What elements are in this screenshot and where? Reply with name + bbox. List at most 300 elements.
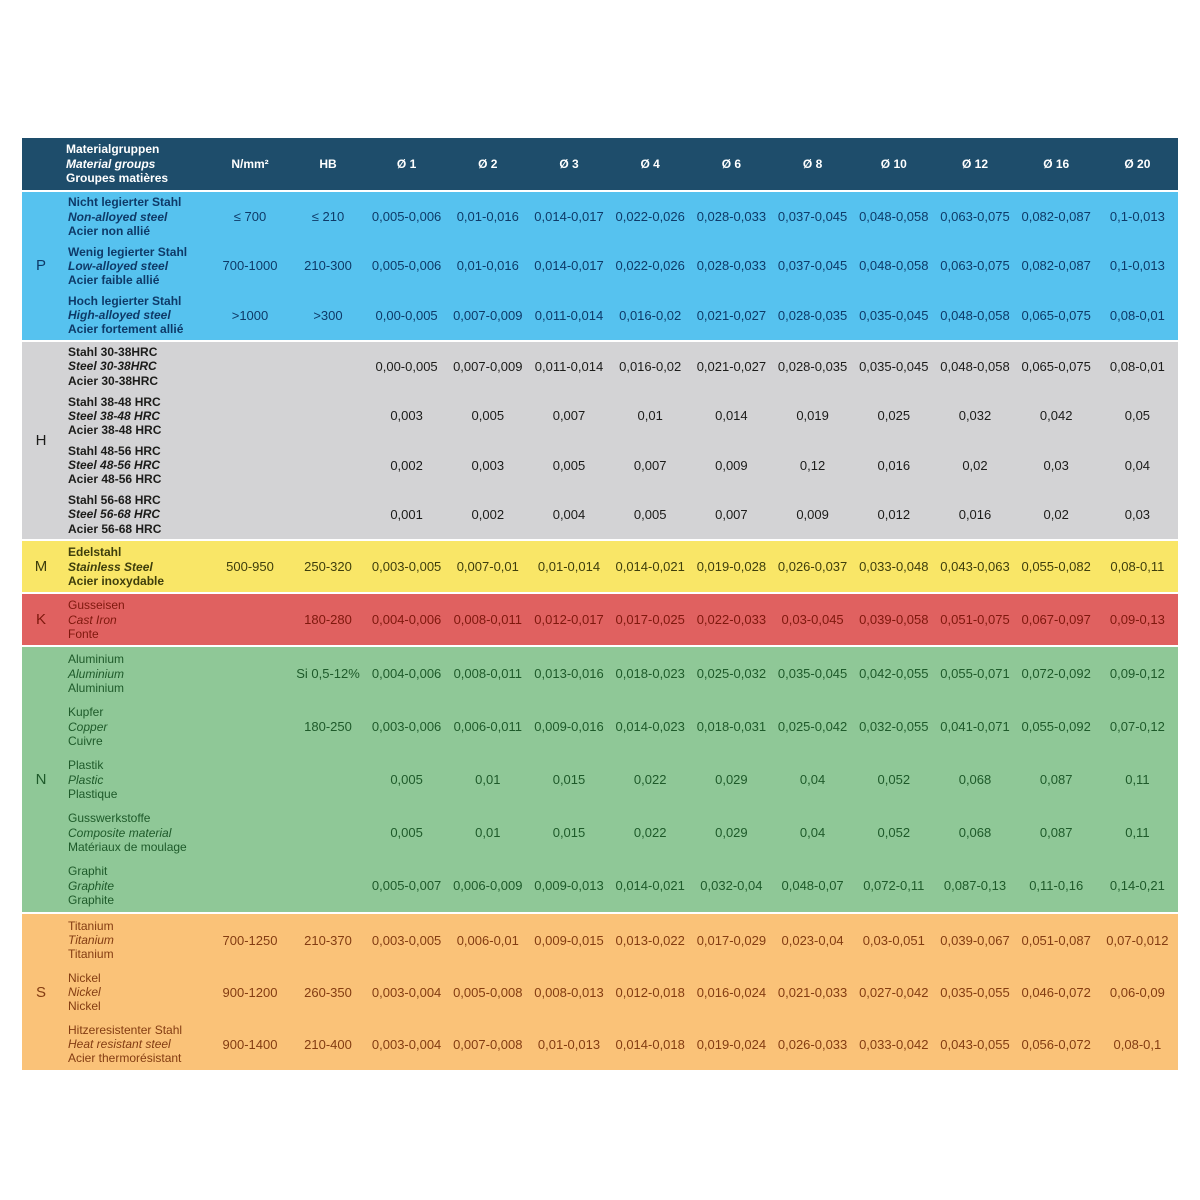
cell-value: 0,052 (877, 825, 911, 841)
material-name-de: Hitzeresistenter Stahl (68, 1022, 183, 1037)
material-name (60, 545, 210, 587)
material-name-fr: Graphite (68, 892, 115, 907)
table-row (60, 440, 1178, 489)
cell-value: 0,003-0,004 (371, 1036, 442, 1052)
column-header-diameter: Ø 6 (721, 157, 742, 171)
column-header-nmm: N/mm² (231, 157, 269, 171)
cell-value: 0,03 (1124, 506, 1151, 522)
cell-value: 0,022 (633, 772, 667, 788)
cell-value: 0,04 (1124, 457, 1151, 473)
cell-value: 0,026-0,033 (777, 1036, 848, 1052)
material-name-fr: Nickel (68, 999, 101, 1014)
material-name-en: Graphite (68, 878, 115, 893)
table-row (60, 241, 1178, 290)
column-header-diameter: Ø 1 (396, 157, 417, 171)
cell-value: 0,014-0,017 (534, 209, 604, 225)
material-name (60, 971, 210, 1013)
cell-value: 0,043-0,055 (940, 1036, 1010, 1052)
column-header-diameter: Ø 12 (961, 157, 988, 171)
section-rows (60, 541, 1178, 592)
cell-value: 0,005-0,008 (453, 984, 523, 1000)
cell-nmm: 700-1000 (222, 258, 278, 274)
cell-value: 0,028-0,033 (696, 209, 767, 225)
cell-value: 0,01 (475, 825, 501, 841)
cell-value: 0,009-0,013 (534, 878, 604, 894)
cell-value: 0,037-0,045 (777, 209, 848, 225)
cell-value: 0,02 (1043, 506, 1069, 522)
material-name (60, 652, 210, 694)
cell-value: 0,051-0,087 (1021, 932, 1091, 948)
table-row (60, 192, 1178, 241)
cell-value: 0,007 (715, 506, 748, 522)
cell-value: 0,035-0,045 (859, 359, 929, 375)
material-name-en: Steel 30-38HRC (68, 359, 157, 374)
material-name-fr: Fonte (68, 626, 99, 641)
cell-value: 0,042-0,055 (859, 666, 929, 682)
cell-value: 0,06-0,09 (1109, 984, 1165, 1000)
cell-value: 0,012-0,018 (615, 984, 685, 1000)
cell-value: 0,025 (877, 408, 911, 424)
cell-value: 0,002 (471, 506, 505, 522)
cell-value: 0,003 (390, 408, 423, 424)
cell-hb: 210-400 (304, 1036, 352, 1052)
cell-value: 0,01-0,016 (456, 258, 519, 274)
material-section (22, 645, 1178, 912)
cell-value: 0,01-0,014 (537, 559, 601, 575)
material-name-fr: Acier 30-38HRC (68, 373, 159, 388)
cell-value: 0,025-0,032 (696, 666, 767, 682)
material-section (22, 539, 1178, 592)
material-name-en: Nickel (68, 985, 101, 999)
cell-value: 0,008-0,013 (534, 984, 604, 1000)
cell-value: 0,005 (633, 506, 667, 522)
cell-value: 0,046-0,072 (1021, 984, 1091, 1000)
material-name-en: Steel 38-48 HRC (68, 408, 161, 423)
cell-value: 0,017-0,025 (615, 612, 685, 628)
cell-value: 0,004 (552, 506, 586, 522)
cell-value: 0,032-0,04 (700, 878, 763, 894)
cell-value: 0,014-0,021 (615, 559, 685, 575)
section-rows (60, 914, 1178, 1070)
material-section (22, 340, 1178, 539)
cell-hb: 180-280 (304, 612, 352, 628)
cell-value: 0,07-0,12 (1109, 719, 1165, 735)
cell-hb: 250-320 (304, 559, 352, 575)
material-name (60, 345, 210, 387)
cell-value: 0,003-0,006 (371, 719, 442, 735)
cell-value: 0,11 (1125, 825, 1150, 841)
material-name-fr: Acier faible allié (68, 273, 160, 288)
cell-hb: 260-350 (304, 984, 352, 1000)
cell-value: 0,017-0,029 (696, 932, 767, 948)
column-header-diameter: Ø 3 (559, 157, 579, 171)
cell-value: 0,063-0,075 (940, 258, 1010, 274)
cell-value: 0,004-0,006 (371, 666, 442, 682)
material-name-fr: Acier inoxydable (68, 573, 165, 588)
cell-value: 0,014-0,017 (534, 258, 604, 274)
cell-value: 0,087 (1039, 825, 1073, 841)
cell-value: 0,012 (877, 506, 911, 522)
cell-value: 0,055-0,082 (1021, 559, 1091, 575)
material-name-de: Plastik (68, 758, 104, 773)
cell-nmm: 900-1400 (222, 1036, 278, 1052)
cell-value: 0,021-0,027 (696, 307, 767, 323)
material-section (22, 190, 1178, 340)
cell-value: 0,055-0,092 (1021, 719, 1091, 735)
cell-value: 0,005 (390, 772, 423, 788)
material-name-en: Composite material (68, 825, 172, 840)
cell-nmm: >1000 (231, 307, 269, 323)
material-name-fr: Cuivre (68, 733, 103, 748)
material-name-de: Gusseisen (68, 598, 125, 613)
table-row (60, 859, 1178, 912)
cell-value: 0,033-0,048 (859, 559, 929, 575)
column-header-diameter: Ø 8 (802, 157, 823, 171)
cell-value: 0,033-0,042 (859, 1036, 929, 1052)
material-name-en: Cast Iron (68, 612, 117, 627)
cell-nmm: ≤ 700 (233, 209, 267, 225)
cell-value: 0,022-0,026 (615, 209, 685, 225)
cell-value: 0,022-0,026 (615, 258, 685, 274)
cell-value: 0,04 (799, 772, 826, 788)
cell-value: 0,016 (958, 506, 992, 522)
material-name (60, 195, 210, 237)
material-section (22, 592, 1178, 645)
cell-value: 0,012-0,017 (534, 612, 604, 628)
cell-value: 0,029 (715, 772, 748, 788)
material-name-de: Hoch legierter Stahl (68, 294, 182, 308)
material-name (60, 705, 210, 747)
cell-value: 0,007-0,009 (453, 307, 523, 323)
cell-value: 0,055-0,071 (940, 666, 1010, 682)
material-name-fr: Matériaux de moulage (68, 839, 187, 854)
cell-value: 0,08-0,01 (1109, 359, 1165, 375)
cell-value: 0,11 (1125, 772, 1150, 788)
cell-value: 0,009 (796, 506, 829, 522)
cell-value: 0,07-0,012 (1106, 932, 1169, 948)
material-name (60, 444, 210, 486)
table-row (60, 541, 1178, 592)
cell-value: 0,018-0,023 (615, 666, 685, 682)
cell-value: 0,014-0,018 (615, 1036, 685, 1052)
cell-value: 0,032-0,055 (859, 719, 929, 735)
material-name-en: Heat resistant steel (68, 1037, 171, 1051)
cell-value: 0,027-0,042 (859, 984, 929, 1000)
material-name-de: Gusswerkstoffe (68, 811, 151, 826)
column-header-diameter: Ø 20 (1124, 157, 1151, 171)
section-rows (60, 594, 1178, 645)
table-header (22, 138, 1178, 190)
cell-value: 0,1-0,013 (1109, 258, 1165, 274)
cell-value: 0,016-0,024 (696, 984, 767, 1000)
cell-hb: >300 (313, 307, 343, 323)
cell-value: 0,048-0,058 (859, 258, 929, 274)
material-name (60, 598, 210, 640)
table-row (60, 647, 1178, 700)
cell-value: 0,039-0,058 (859, 612, 929, 628)
material-name-fr: Plastique (68, 786, 118, 801)
cell-value: 0,09-0,13 (1109, 612, 1165, 628)
cell-value: 0,028-0,035 (777, 307, 848, 323)
column-header-diameter: Ø 4 (640, 157, 660, 171)
cell-value: 0,013-0,016 (534, 666, 604, 682)
group-letter: H (35, 431, 47, 449)
cell-value: 0,005-0,006 (371, 209, 442, 225)
cell-value: 0,09-0,12 (1109, 666, 1165, 682)
cell-value: 0,082-0,087 (1021, 258, 1091, 274)
material-name-de: Wenig legierter Stahl (68, 244, 188, 259)
cell-value: 0,023-0,04 (781, 932, 844, 948)
material-name-de: Stahl 56-68 HRC (68, 493, 161, 508)
cell-value: 0,063-0,075 (940, 209, 1010, 225)
cell-value: 0,048-0,058 (940, 307, 1010, 323)
cell-value: 0,028-0,035 (777, 359, 848, 375)
cell-value: 0,013-0,022 (615, 932, 685, 948)
cell-value: 0,072-0,092 (1021, 666, 1091, 682)
cell-value: 0,006-0,009 (453, 878, 523, 894)
table-row (60, 291, 1178, 340)
cell-value: 0,08-0,11 (1110, 559, 1165, 575)
cell-value: 0,016-0,02 (619, 307, 682, 323)
cell-value: 0,011-0,014 (534, 307, 604, 323)
material-name-fr: Acier 48-56 HRC (68, 472, 162, 487)
material-name (60, 864, 210, 906)
cell-value: 0,005 (552, 457, 586, 473)
material-name (60, 245, 210, 287)
cell-value: 0,048-0,058 (859, 209, 929, 225)
cell-value: 0,019-0,024 (696, 1036, 767, 1052)
cell-value: 0,026-0,037 (777, 559, 848, 575)
cell-value: 0,042 (1039, 408, 1073, 424)
material-name-de: Stahl 48-56 HRC (68, 443, 161, 458)
material-name-fr: Acier fortement allié (68, 322, 184, 337)
material-name (60, 1023, 210, 1065)
cell-value: 0,087-0,13 (943, 878, 1007, 894)
material-name-en: Non-alloyed steel (68, 209, 168, 224)
cell-value: 0,004-0,006 (371, 612, 442, 628)
column-header-hb: HB (319, 157, 337, 171)
cell-value: 0,01 (637, 408, 663, 424)
cell-value: 0,082-0,087 (1021, 209, 1091, 225)
section-rows (60, 342, 1178, 539)
cell-value: 0,003-0,005 (371, 932, 442, 948)
group-letter: K (35, 611, 46, 629)
material-name-en: Plastic (68, 772, 104, 787)
cell-value: 0,019-0,028 (696, 559, 767, 575)
cell-value: 0,01-0,013 (537, 1036, 601, 1052)
material-name-fr: Titanium (68, 947, 114, 962)
cell-value: 0,029 (715, 825, 748, 841)
cell-value: 0,007 (552, 408, 586, 424)
cell-value: 0,016 (877, 457, 911, 473)
cell-value: 0,03 (1043, 457, 1069, 473)
material-name-de: Nicht legierter Stahl (68, 195, 182, 210)
cell-value: 0,037-0,045 (777, 258, 848, 274)
material-name-en: High-alloyed steel (68, 308, 171, 323)
cell-value: 0,022 (633, 825, 667, 841)
cell-value: 0,006-0,01 (456, 932, 519, 948)
table-row (60, 391, 1178, 440)
table-row (60, 753, 1178, 806)
cell-value: 0,008-0,011 (453, 612, 522, 628)
cell-value: 0,015 (552, 772, 586, 788)
cell-value: 0,007-0,008 (453, 1036, 523, 1052)
cell-value: 0,009-0,016 (534, 719, 604, 735)
cell-value: 0,01 (475, 772, 501, 788)
material-name (60, 395, 210, 437)
cell-value: 0,001 (390, 506, 423, 522)
cell-value: 0,006-0,011 (453, 719, 522, 735)
cell-value: 0,00-0,005 (375, 359, 438, 375)
group-letter: S (35, 983, 46, 1001)
group-letter: P (35, 257, 46, 275)
cell-value: 0,12 (799, 457, 826, 473)
cell-value: 0,08-0,01 (1109, 307, 1165, 323)
cell-value: 0,039-0,067 (940, 932, 1010, 948)
cell-value: 0,052 (877, 772, 911, 788)
cell-value: 0,056-0,072 (1021, 1036, 1091, 1052)
material-name-de: Graphit (68, 864, 108, 879)
cell-value: 0,051-0,075 (940, 612, 1010, 628)
cell-value: 0,067-0,097 (1021, 612, 1091, 628)
cell-nmm: 700-1250 (222, 932, 278, 948)
cell-value: 0,01-0,016 (456, 209, 519, 225)
cell-value: 0,005-0,006 (371, 258, 442, 274)
cell-value: 0,035-0,045 (859, 307, 929, 323)
cell-value: 0,043-0,063 (940, 559, 1010, 575)
header-title-fr: Groupes matières (66, 171, 169, 186)
cell-value: 0,002 (390, 457, 423, 473)
cell-value: 0,003 (471, 457, 505, 473)
cell-nmm: 900-1200 (222, 984, 278, 1000)
column-header-diameter: Ø 16 (1043, 157, 1070, 171)
cell-value: 0,005 (390, 825, 423, 841)
material-groups-header (22, 142, 210, 186)
cell-value: 0,041-0,071 (940, 719, 1010, 735)
cell-value: 0,007-0,009 (453, 359, 523, 375)
cell-value: 0,005-0,007 (371, 878, 442, 894)
header-title-en: Material groups (66, 156, 156, 171)
header-title-de: Materialgruppen (66, 142, 160, 157)
cell-value: 0,1-0,013 (1109, 209, 1165, 225)
cell-value: 0,032 (958, 408, 992, 424)
material-name-en: Stainless Steel (68, 559, 153, 574)
table-row (60, 914, 1178, 966)
cell-value: 0,007 (633, 457, 667, 473)
material-name (60, 294, 210, 336)
cell-value: 0,003-0,004 (371, 984, 442, 1000)
material-name-de: Edelstahl (68, 545, 122, 560)
table-row (60, 490, 1178, 539)
table-row (60, 966, 1178, 1018)
material-name-fr: Acier 56-68 HRC (68, 521, 162, 536)
material-name-en: Copper (68, 719, 108, 734)
cell-value: 0,035-0,055 (940, 984, 1010, 1000)
group-letter: M (34, 558, 48, 576)
material-name-en: Steel 56-68 HRC (68, 507, 161, 522)
cell-value: 0,019 (796, 408, 829, 424)
cell-value: 0,03-0,045 (781, 612, 844, 628)
cell-value: 0,068 (958, 772, 992, 788)
column-header-diameter: Ø 10 (880, 157, 907, 171)
cell-value: 0,087 (1039, 772, 1073, 788)
cell-value: 0,04 (799, 825, 826, 841)
material-name (60, 919, 210, 961)
material-name (60, 493, 210, 535)
cell-value: 0,05 (1124, 408, 1151, 424)
cell-hb: ≤ 210 (311, 209, 345, 225)
cell-value: 0,011-0,014 (534, 359, 604, 375)
cell-value: 0,00-0,005 (375, 307, 438, 323)
cell-value: 0,021-0,033 (777, 984, 848, 1000)
material-name-en: Steel 48-56 HRC (68, 458, 161, 473)
cell-value: 0,025-0,042 (777, 719, 848, 735)
cell-hb: 210-300 (304, 258, 352, 274)
cell-value: 0,014-0,021 (615, 878, 685, 894)
material-name-de: Stahl 30-38HRC (68, 345, 158, 360)
cell-value: 0,014 (715, 408, 748, 424)
material-name-fr: Acier 38-48 HRC (68, 422, 162, 437)
cell-value: 0,021-0,027 (696, 359, 767, 375)
table-row (60, 342, 1178, 391)
cell-value: 0,009-0,015 (534, 932, 604, 948)
table-row (60, 594, 1178, 645)
cell-value: 0,022-0,033 (696, 612, 767, 628)
cell-value: 0,007-0,01 (456, 559, 519, 575)
material-name-en: Titanium (68, 933, 114, 947)
material-section (22, 912, 1178, 1070)
material-table (22, 138, 1178, 1070)
section-rows (60, 647, 1178, 912)
cell-value: 0,009 (715, 457, 748, 473)
cell-value: 0,028-0,033 (696, 258, 767, 274)
material-name-de: Titanium (68, 918, 114, 933)
cell-hb: 210-370 (304, 932, 352, 948)
cell-value: 0,065-0,075 (1021, 307, 1091, 323)
cell-value: 0,14-0,21 (1109, 878, 1165, 894)
cell-value: 0,065-0,075 (1021, 359, 1091, 375)
cell-value: 0,016-0,02 (619, 359, 682, 375)
cell-value: 0,015 (552, 825, 586, 841)
material-name-fr: Aluminium (68, 680, 125, 695)
table-row (60, 700, 1178, 753)
cell-value: 0,048-0,058 (940, 359, 1010, 375)
group-letter: N (35, 771, 47, 789)
cell-value: 0,08-0,1 (1113, 1036, 1162, 1052)
table-row (60, 1018, 1178, 1070)
material-name-en: Aluminium (68, 666, 125, 681)
material-name-en: Low-alloyed steel (68, 258, 169, 273)
cell-hb: Si 0,5-12% (296, 666, 360, 682)
cell-value: 0,048-0,07 (781, 878, 844, 894)
cell-hb: 180-250 (304, 719, 352, 735)
material-name (60, 811, 210, 853)
cell-value: 0,03-0,051 (862, 932, 925, 948)
material-name-fr: Acier non allié (68, 223, 151, 238)
cell-nmm: 500-950 (226, 559, 274, 575)
cell-value: 0,008-0,011 (453, 666, 522, 682)
material-name-de: Stahl 38-48 HRC (68, 394, 161, 409)
section-rows (60, 192, 1178, 340)
cell-value: 0,068 (958, 825, 992, 841)
table-row (60, 806, 1178, 859)
material-name-de: Kupfer (68, 705, 104, 720)
cell-value: 0,072-0,11 (863, 878, 925, 894)
cell-value: 0,035-0,045 (777, 666, 848, 682)
cell-value: 0,014-0,023 (615, 719, 685, 735)
material-name-de: Nickel (68, 970, 101, 985)
cell-value: 0,02 (962, 457, 988, 473)
